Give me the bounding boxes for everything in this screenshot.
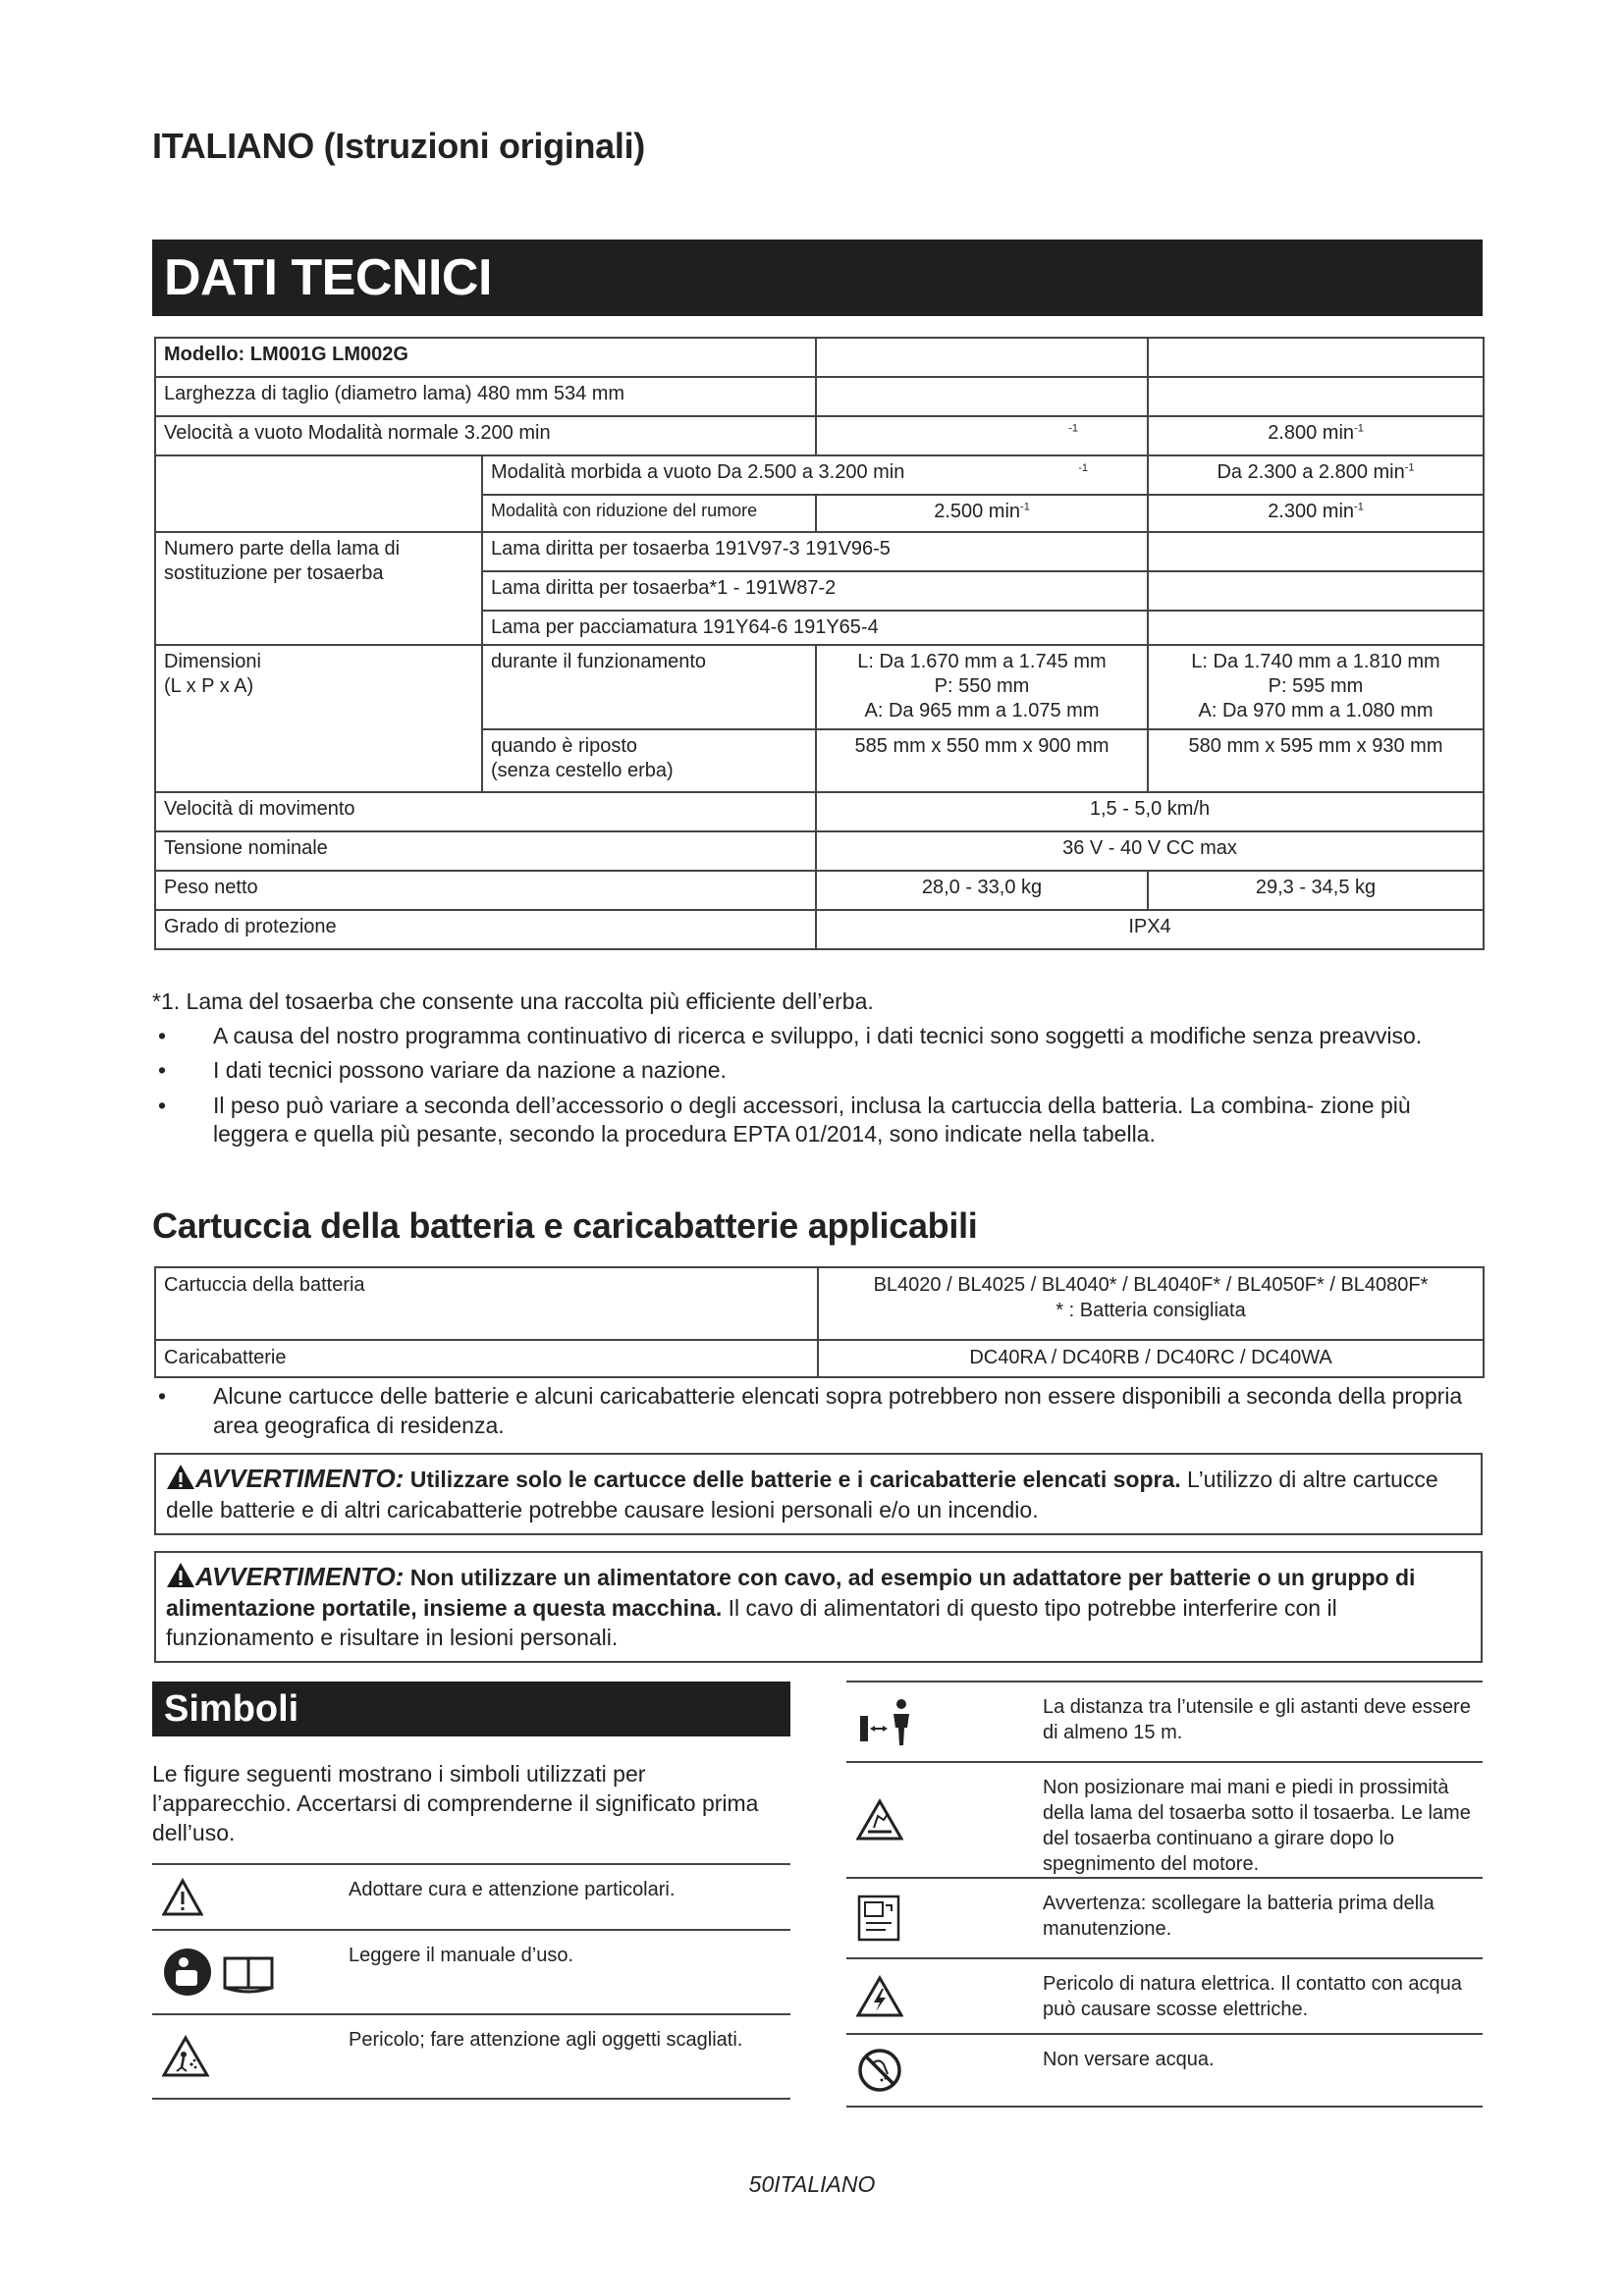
weight-lm002g: 29,3 - 34,5 kg <box>1148 871 1484 910</box>
dim-operating-lm002g: L: Da 1.740 mm a 1.810 mm P: 595 mm A: Da 970 mm a 1.080 mm <box>1148 645 1484 729</box>
voltage-label: Tensione nominale <box>155 831 816 871</box>
dim-operating-lm001g: L: Da 1.670 mm a 1.745 mm P: 550 mm A: Da 965 mm a 1.075 mm <box>816 645 1148 729</box>
warning-triangle-icon <box>162 1878 203 1917</box>
list-item: • A causa del nostro programma continuativo di ricerca e sviluppo, i dati tecnici sono soggetti a modifiche senza preavviso. <box>158 1023 1423 1049</box>
blade-label: Numero parte della lama di sostituzione per tosaerba <box>155 532 482 645</box>
speed-soft-lm002g: Da 2.300 a 2.800 $\min^{-1}$ <box>1148 455 1484 495</box>
list-item: Pericolo; fare attenzione agli oggetti scagliati. <box>152 2013 790 2100</box>
remove-battery-icon <box>856 1894 901 1943</box>
no-water-icon <box>856 2047 903 2094</box>
dim-stored-lm002g: 580 mm x 595 mm x 930 mm <box>1148 729 1484 792</box>
list-item: Non posizionare mai mani e piedi in prossimità della lama del tosaerba sotto il tosaerba. Le lame del tosaerba continuano a girare dopo lo spegnimento del motore. <box>846 1761 1483 1877</box>
speed-quiet-lm002g: 2.300 $\min^{-1}$ <box>1148 495 1484 532</box>
warning-box: AVVERTIMENTO: Utilizzare solo le cartucce delle batterie e i caricabatterie elencati sopra. L’utilizzo di altre cartucce delle batterie e di altri caricabatterie potrebbe causare lesioni personali e/o un incendio. <box>154 1453 1483 1535</box>
warning-triangle-icon <box>166 1562 195 1588</box>
flying-objects-icon <box>162 2035 209 2078</box>
protection-value: IPX4 <box>816 910 1484 949</box>
dim-operating-label: durante il funzionamento <box>482 645 816 729</box>
list-item: Avvertenza: scollegare la batteria prima della manutenzione. <box>846 1877 1483 1957</box>
symbols-intro: Le figure seguenti mostrano i simboli utilizzati per l’apparecchio. Accertarsi di comprenderne il significato prima dell’uso. <box>152 1761 759 1845</box>
page-footer: 50ITALIANO <box>748 2171 876 2197</box>
keep-distance-icon <box>856 1696 919 1747</box>
travel-speed-label: Velocità di movimento <box>155 792 816 831</box>
symbols-section-title: Simboli <box>152 1682 790 1736</box>
warning-triangle-icon <box>166 1464 195 1490</box>
list-item: La distanza tra l’utensile e gli astanti deve essere di almeno 15 m. <box>846 1681 1483 1761</box>
speed-quiet-label: Modalità con riduzione del rumore <box>482 495 816 532</box>
speed-quiet-lm001g: 2.500 $\min^{-1}$ <box>816 495 1148 532</box>
list-item: Leggere il manuale d’uso. <box>152 1929 790 2013</box>
warning-box: AVVERTIMENTO: Non utilizzare un alimentatore con cavo, ad esempio un adattatore per batterie o un gruppo di alimentazione portatile, insieme a questa macchina. Il cavo di alimentatori di questo tipo potrebbe interferire con il funzionamento e risultare in lesioni personali. <box>154 1551 1483 1663</box>
speed-soft-label: Modalità morbida a vuoto Da 2.500 a 3.200 min -1 <box>482 455 1148 495</box>
dim-stored-lm001g: 585 mm x 550 mm x 900 mm <box>816 729 1148 792</box>
weight-label: Peso netto <box>155 871 816 910</box>
charger-label: Caricabatterie <box>155 1340 818 1377</box>
weight-lm001g: 28,0 - 33,0 kg <box>816 871 1148 910</box>
speed-normal-lm002g: 2.800 $\min^{-1}$ <box>1148 416 1484 455</box>
list-item: Adottare cura e attenzione particolari. <box>152 1863 790 1929</box>
list-item: • Alcune cartucce delle batterie e alcuni caricabatterie elencati sopra potrebbero non essere disponibili a seconda della propria area geografica di residenza. <box>158 1383 1463 1438</box>
spec-table <box>154 337 1485 950</box>
cartridge-label: Cartuccia della batteria <box>155 1267 818 1340</box>
spec-section-title: DATI TECNICI <box>152 240 1483 316</box>
battery-section-title: Cartuccia della batteria e caricabatterie applicabili <box>152 1205 978 1246</box>
battery-table <box>154 1266 1485 1378</box>
voltage-value: 36 V - 40 V CC max <box>816 831 1484 871</box>
dim-stored-label: quando è riposto (senza cestello erba) <box>482 729 816 792</box>
blade-row: Lama diritta per tosaerba 191V97-3 191V96-5 <box>482 532 1148 571</box>
cutting-width-row: Larghezza di taglio (diametro lama) 480 mm 534 mm <box>155 377 816 416</box>
spec-notes <box>152 988 1478 1154</box>
symbols-list-left <box>152 1863 790 2100</box>
blade-row: Lama per pacciamatura 191Y64-6 191Y65-4 <box>482 611 1148 645</box>
symbols-list-right <box>846 1681 1483 2108</box>
footnote: *1. Lama del tosaerba che consente una raccolta più efficiente dell’erba. <box>152 988 874 1014</box>
blade-row: Lama diritta per tosaerba*1 - 191W87-2 <box>482 571 1148 611</box>
list-item: Pericolo di natura elettrica. Il contatto con acqua può causare scosse elettriche. <box>846 1957 1483 2033</box>
dimensions-label: Dimensioni (L x P x A) <box>155 645 482 792</box>
read-manual-icon <box>162 1945 280 2000</box>
speed-normal-label: Velocità a vuoto Modalità normale 3.200 min <box>155 416 816 455</box>
travel-speed-value: 1,5 - 5,0 km/h <box>816 792 1484 831</box>
unit-sup: -1 <box>1068 422 1078 435</box>
charger-value: DC40RA / DC40RB / DC40RC / DC40WA <box>818 1340 1484 1377</box>
blade-hazard-icon <box>856 1798 903 1842</box>
cartridge-value: BL4020 / BL4025 / BL4040* / BL4040F* / BL4050F* / BL4080F* * : Batteria consigliata <box>818 1267 1484 1340</box>
list-item: • Il peso può variare a seconda dell’accessorio o degli accessori, inclusa la cartuccia della batteria. La combina- zione più leggera e quella più pesante, secondo la procedura EPTA 01/2014, sono indicate nella tabella. <box>158 1092 1411 1147</box>
list-item: Non versare acqua. <box>846 2033 1483 2108</box>
protection-label: Grado di protezione <box>155 910 816 949</box>
electric-hazard-icon <box>856 1975 903 2018</box>
language-title: ITALIANO (Istruzioni originali) <box>152 126 645 166</box>
model-row: Modello: LM001G LM002G <box>155 338 816 377</box>
list-item: • I dati tecnici possono variare da nazione a nazione. <box>158 1057 727 1084</box>
